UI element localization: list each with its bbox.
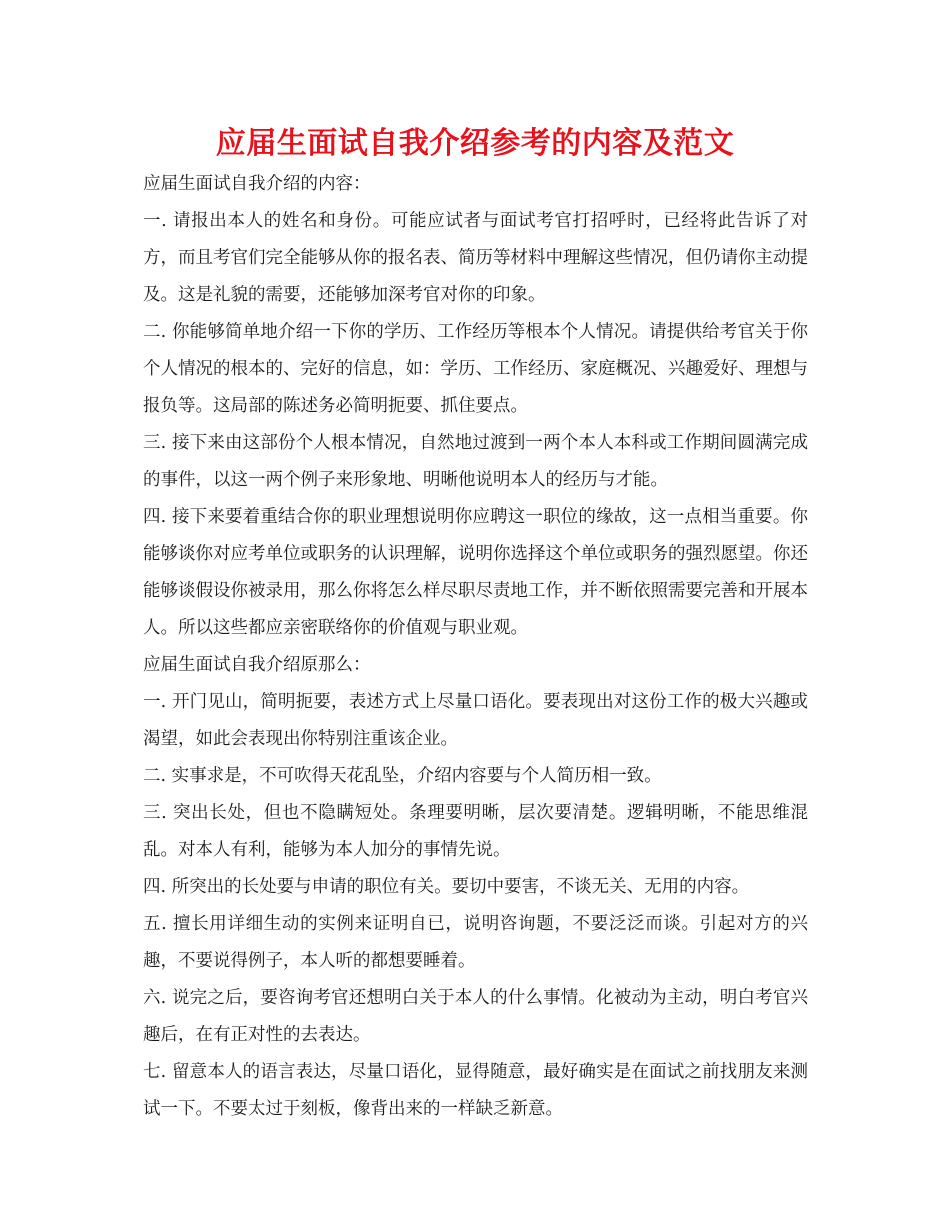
principle-item-6: 六. 说完之后，要咨询考官还想明白关于本人的什么事情。化被动为主动，明白考官兴趣后，在有正对性的去表达。 [143,988,808,1045]
section-heading-contents: 应届生面试自我介绍的内容： [143,174,371,194]
paragraph-item-2: 二. 你能够简单地介绍一下你的学历、工作经历等根本个人情况。请提供给考官关于你个人情况的根本的、完好的信息，如：学历、工作经历、家庭概况、兴趣爱好、理想与报负等。这局部的陈述务必简明扼要、抓住要点。 [143,322,808,416]
principle-item-3: 三. 突出长处，但也不隐瞒短处。条理要明晰，层次要清楚。逻辑明晰，不能思维混乱。对本人有利，能够为本人加分的事情先说。 [143,803,808,860]
principle-item-4: 四. 所突出的长处要与申请的职位有关。要切中要害，不谈无关、无用的内容。 [143,877,750,897]
principle-item-5: 五. 擅长用详细生动的实例来证明自已，说明咨询题，不要泛泛而谈。引起对方的兴趣，不要说得例子，本人听的都想要睡着。 [143,914,808,971]
paragraph-item-1: 一. 请报出本人的姓名和身份。可能应试者与面试考官打招呼时，已经将此告诉了对方，而且考官们完全能够从你的报名表、简历等材料中理解这些情况，但仍请你主动提及。这是礼貌的需要，还能够加深考官对你的印象。 [143,211,808,305]
section-heading-principles: 应届生面试自我介绍原那么： [143,655,371,675]
principle-item-2: 二. 实事求是，不可吹得天花乱坠，介绍内容要与个人简历相一致。 [143,766,662,786]
page-title: 应届生面试自我介绍参考的内容及范文 [215,126,735,161]
principle-item-7: 七. 留意本人的语言表达，尽量口语化，显得随意，最好确实是在面试之前找朋友来测试一下。不要太过于刻板，像背出来的一样缺乏新意。 [143,1062,808,1119]
document-body [143,166,808,1128]
paragraph-item-4: 四. 接下来要着重结合你的职业理想说明你应聘这一职位的缘故，这一点相当重要。你能够谈你对应考单位或职务的认识理解，说明你选择这个单位或职务的强烈愿望。你还能够谈假设你被录用，那么你将怎么样尽职尽责地工作，并不断依照需要完善和开展本人。所以这些都应亲密联络你的价值观与职业观。 [143,507,808,638]
paragraph-item-3: 三. 接下来由这部份个人根本情况，自然地过渡到一两个本人本科或工作期间圆满完成的事件，以这一两个例子来形象地、明晰他说明本人的经历与才能。 [143,433,808,490]
principle-item-1: 一. 开门见山，简明扼要，表述方式上尽量口语化。要表现出对这份工作的极大兴趣或渴望，如此会表现出你特别注重该企业。 [143,692,808,749]
